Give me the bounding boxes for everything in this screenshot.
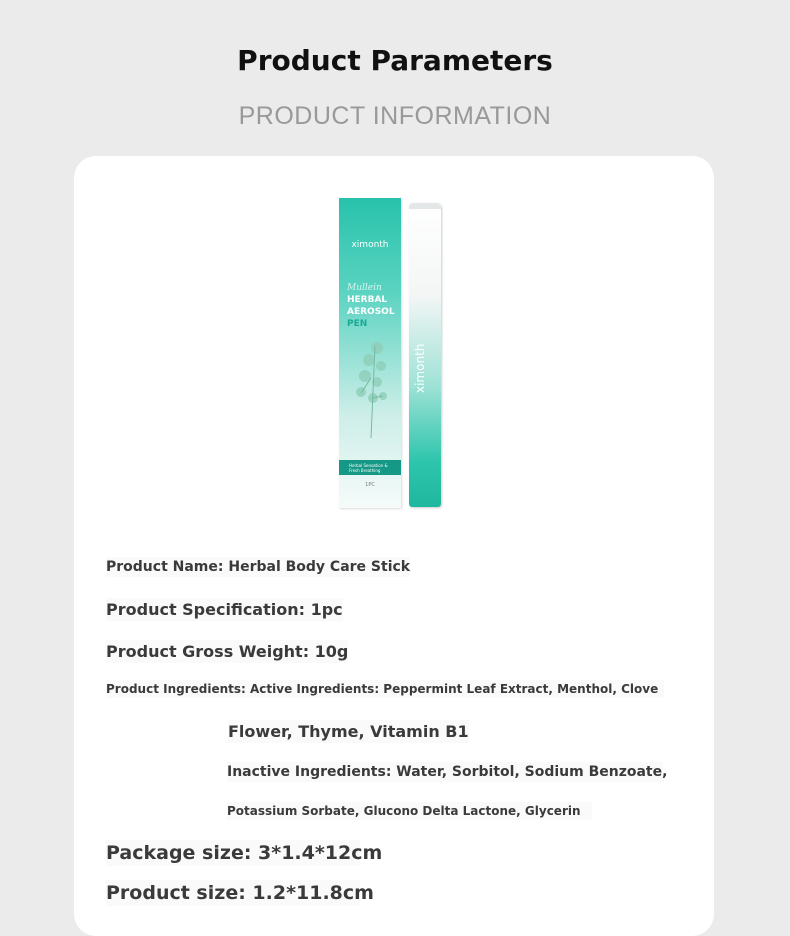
box-band-text-2: Fresh Breathing xyxy=(349,468,381,473)
product-gross-weight: Product Gross Weight: 10g xyxy=(106,642,349,661)
package-size: Package size: 3*1.4*12cm xyxy=(106,842,383,864)
product-name: Product Name: Herbal Body Care Stick xyxy=(106,559,411,575)
inactive-ingredients-continued: Potassium Sorbate, Glucono Delta Lactone, Glycerin xyxy=(227,802,592,820)
box-line-herbal: HERBAL xyxy=(347,295,388,305)
box-script-word: Mullein xyxy=(347,283,382,293)
box-line-pen: PEN xyxy=(347,319,368,329)
product-ingredients-continued: Flower, Thyme, Vitamin B1 xyxy=(228,722,469,741)
box-line-aerosol: AEROSOL xyxy=(347,307,395,317)
pen-cap xyxy=(409,203,441,209)
product-size: Product size: 1.2*11.8cm xyxy=(106,882,374,904)
box-product-title xyxy=(347,282,401,330)
box-band xyxy=(339,460,401,475)
page-title: Product Parameters xyxy=(237,44,553,77)
product-ingredients: Product Ingredients: Active Ingredients: Peppermint Leaf Extract, Menthol, Clove xyxy=(106,680,664,698)
pen-brand-logo: ximonth xyxy=(413,343,427,393)
inactive-ingredients: Inactive Ingredients: Water, Sorbitol, Sodium Benzoate, xyxy=(227,764,668,780)
pen-image xyxy=(409,203,441,507)
product-specification: Product Specification: 1pc xyxy=(106,600,343,619)
page-subtitle: PRODUCT INFORMATION xyxy=(238,102,552,130)
product-box-image xyxy=(339,198,401,508)
herb-plant-icon xyxy=(347,338,397,438)
box-band-text-1: Herbal Sensation & xyxy=(349,463,388,468)
box-count: 1PC xyxy=(365,482,375,488)
box-brand-logo: ximonth xyxy=(351,240,389,250)
